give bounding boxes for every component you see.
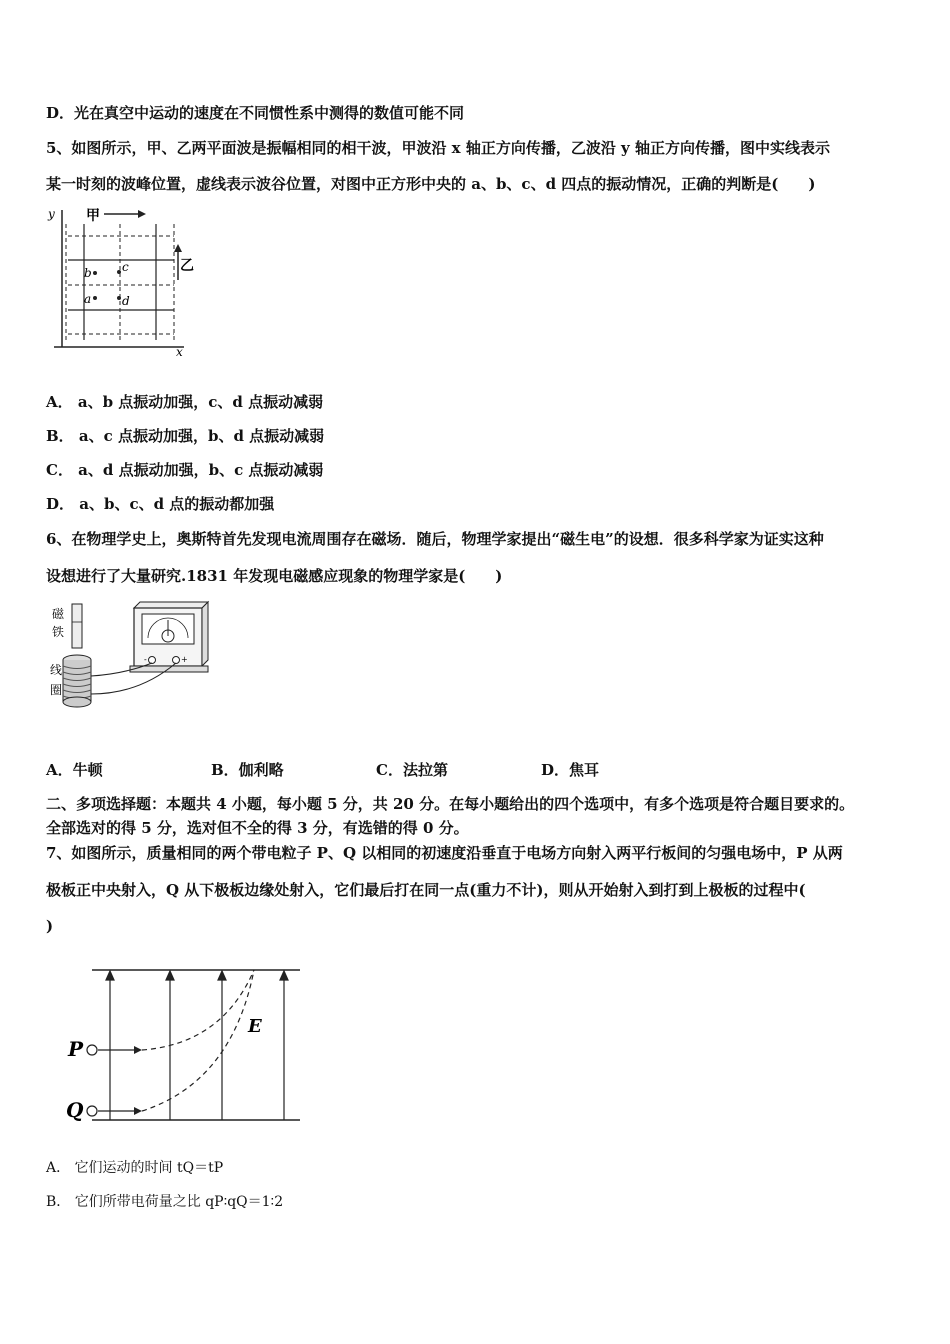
q7-option-b: B． 它们所带电荷量之比 qP∶qQ＝1∶2: [46, 1194, 284, 1210]
q5-wave-figure: [44, 202, 194, 360]
particle-q: [87, 1106, 97, 1116]
y-axis-label: y: [48, 207, 55, 221]
wave-yi-label: 乙: [180, 258, 194, 274]
q-velocity-arrowhead: [134, 1107, 142, 1115]
q4-option-d: D．光在真空中运动的速度在不同惯性系中测得的数值可能不同: [46, 104, 465, 122]
coil: [63, 655, 91, 707]
coil-label-1: 线: [50, 663, 63, 677]
q5-stem-line1: 5、如图所示，甲、乙两平面波是振幅相同的相干波，甲波沿 x 轴正方向传播，乙波沿 y 轴正方向传播，图中实线表示: [46, 139, 830, 157]
q6-galvanometer-figure: [44, 598, 214, 714]
q5-option-a: A． a、b 点振动加强，c、d 点振动减弱: [46, 393, 324, 411]
galvanometer: [130, 602, 208, 672]
p-trajectory: [142, 970, 254, 1050]
q7-stem-line2: 极板正中央射入，Q 从下极板边缘处射入，它们最后打在同一点(重力不计)，则从开始射入到打到上极板的过程中(: [46, 881, 806, 899]
q6-option-c: C．法拉第: [376, 761, 448, 779]
point-d-label: d: [122, 294, 130, 308]
point-c-label: c: [122, 260, 129, 274]
q5-stem-line2: 某一时刻的波峰位置，虚线表示波谷位置，对图中正方形中央的 a、b、c、d 四点的振动情况，正确的判断是( ): [46, 175, 816, 193]
q7-stem-line3: ): [46, 917, 54, 935]
point-b: [93, 271, 97, 275]
wave-yi-arrowhead: [174, 244, 182, 252]
svg-text:+: +: [181, 655, 188, 664]
section2-intro-line1: 二、多项选择题：本题共 4 小题，每小题 5 分，共 20 分。在每小题给出的四个选项中，有多个选项是符合题目要求的。: [46, 795, 855, 813]
q7-stem-line1: 7、如图所示，质量相同的两个带电粒子 P、Q 以相同的初速度沿垂直于电场方向射入两平行板间的匀强电场中，P 从两: [46, 844, 843, 862]
magnet-label-2: 铁: [52, 625, 65, 639]
section2-intro-line2: 全部选对的得 5 分，选对但不全的得 3 分，有选错的得 0 分。: [46, 819, 469, 837]
q6-stem-line2: 设想进行了大量研究.1831 年发现电磁感应现象的物理学家是( ): [46, 567, 503, 585]
q5-option-d: D． a、b、c、d 点的振动都加强: [46, 495, 275, 513]
x-axis-label: x: [176, 345, 183, 359]
wave-jia-arrowhead: [138, 210, 146, 218]
p-velocity-arrowhead: [134, 1046, 142, 1054]
point-d: [117, 296, 121, 300]
q6-option-b: B．伽利略: [211, 761, 284, 779]
field-lines: [106, 971, 288, 1120]
q6-option-a: A．牛顿: [46, 761, 103, 779]
q-trajectory: [142, 970, 254, 1111]
field-e-label: E: [248, 1016, 262, 1037]
magnet-label-1: 磁: [52, 607, 65, 621]
particle-q-label: Q: [66, 1098, 84, 1122]
wave-jia-label: 甲: [86, 208, 100, 224]
q6-option-d: D．焦耳: [541, 761, 600, 779]
point-c: [117, 270, 121, 274]
q6-stem-line1: 6、在物理学史上，奥斯特首先发现电流周围存在磁场．随后，物理学家提出“磁生电”的设想．很多科学家为证实这种: [46, 530, 824, 548]
particle-p-label: P: [68, 1037, 84, 1061]
q5-option-c: C． a、d 点振动加强，b、c 点振动减弱: [46, 461, 324, 479]
coil-label-2: 圈: [50, 683, 63, 697]
q7-option-a: A． 它们运动的时间 tQ＝tP: [46, 1160, 224, 1176]
point-a-label: a: [84, 292, 92, 306]
point-a: [93, 296, 97, 300]
bar-magnet: [72, 604, 82, 648]
particle-p: [87, 1045, 97, 1055]
q7-electric-field-figure: [62, 962, 302, 1130]
q5-option-b: B． a、c 点振动加强，b、d 点振动减弱: [46, 427, 325, 445]
point-b-label: b: [84, 266, 92, 280]
svg-text:-: -: [144, 655, 147, 664]
